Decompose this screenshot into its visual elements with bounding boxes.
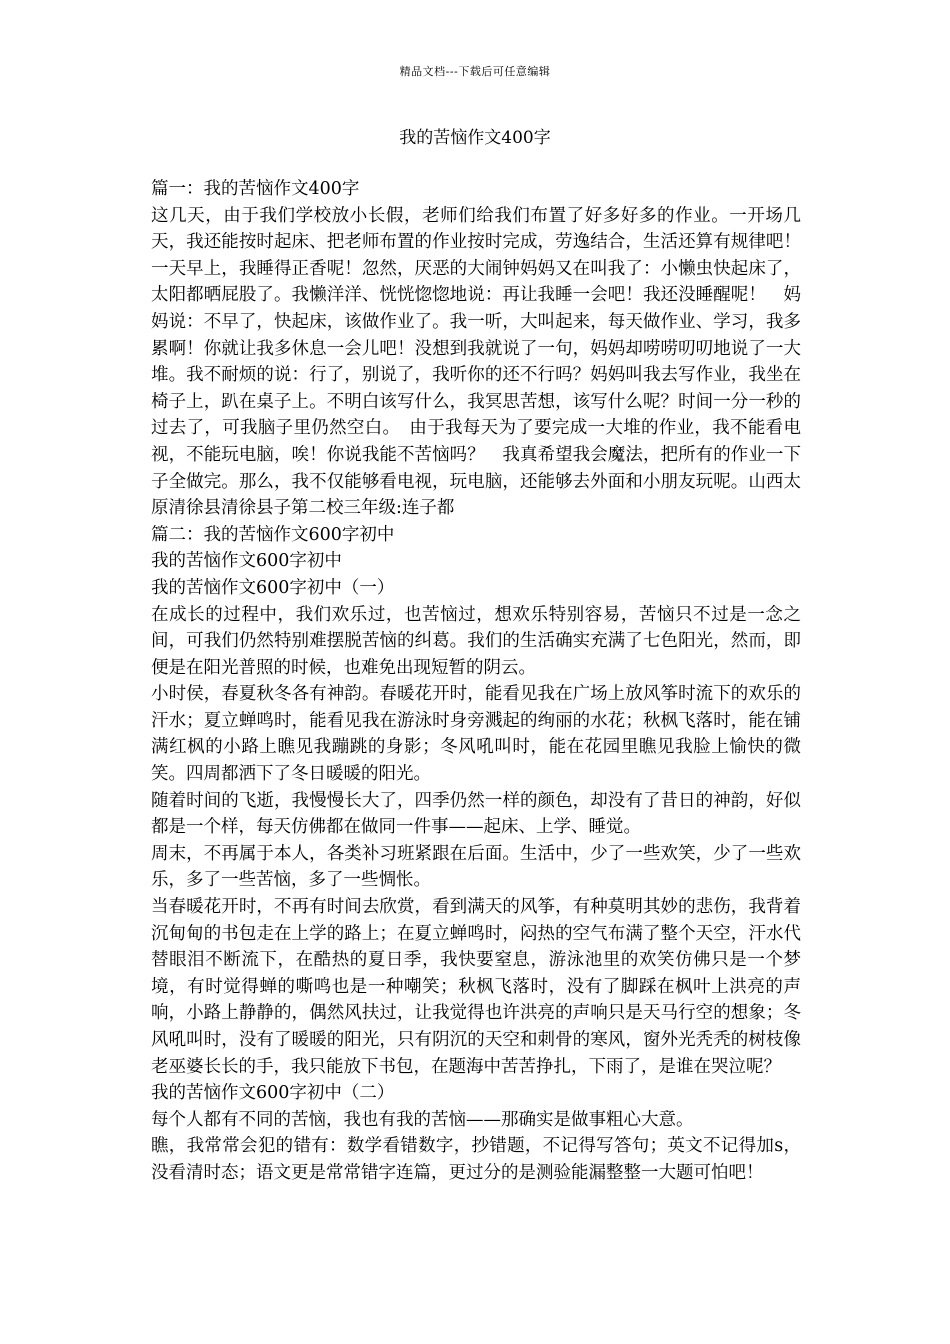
body-paragraph: 随着时间的飞逝，我慢慢长大了，四季仍然一样的颜色，却没有了昔日的神韵，好似都是一个样，每天仿佛都在做同一件事——起床、上学、睡觉。 xyxy=(151,790,801,838)
body-paragraph: 当春暖花开时，不再有时间去欣赏，看到满天的风筝，有种莫明其妙的悲伤，我背着沉甸甸的书包走在上学的路上；在夏立蝉鸣时，闷热的空气布满了整个天空，汗水代替眼泪不断流下，在酷热的夏日季，我快要窒息，游泳池里的欢笑仿佛只是一个梦境，有时觉得蝉的嘶鸣也是一种嘲笑；秋枫飞落时，没有了脚踩在枫叶上洪亮的声响，小路上静静的，偶然风扶过，让我觉得也许洪亮的声响只是天马行空的想象；冬风吼叫时，没有了暖暖的阳光，只有阴沉的天空和刺骨的寒风，窗外光秃秃的树枝像老巫婆长长的手，我只能放下书包，在题海中苦苦挣扎，下雨了，是谁在哭泣呢？ xyxy=(151,897,801,1077)
section-heading: 篇一：我的苦恼作文400字 xyxy=(151,179,360,199)
header-note: 精品文档---下载后可任意编辑 xyxy=(399,65,551,78)
subheading: 我的苦恼作文600字初中（一） xyxy=(151,577,395,598)
subheading: 我的苦恼作文600字初中（二） xyxy=(151,1083,395,1104)
body-paragraph: 瞧，我常常会犯的错有：数学看错数字，抄错题，不记得写答句；英文不记得加s，没看清时态；语文更是常常错字连篇，更过分的是测验能漏整整一大题可怕吧！ xyxy=(151,1136,801,1183)
body-paragraph: 小时侯，春夏秋冬各有神韵。春暖花开时，能看见我在广场上放风筝时流下的欢乐的汗水；夏立蝉鸣时，能看见我在游泳时身旁溅起的绚丽的水花；秋枫飞落时，能在铺满红枫的小路上瞧见我蹦跳的身影；冬风吼叫时，能在花园里瞧见我脸上愉快的微笑。四周都洒下了冬日暖暖的阳光。 xyxy=(151,684,801,785)
body-paragraph: 周末，不再属于本人，各类补习班紧跟在后面。生活中，少了一些欢笑，少了一些欢乐，多了一些苦恼，多了一些惆怅。 xyxy=(151,843,801,891)
body-paragraph: 每个人都有不同的苦恼，我也有我的苦恼——那确实是做事粗心大意。 xyxy=(151,1109,694,1130)
body-paragraph: 这几天，由于我们学校放小长假，老师们给我们布置了好多好多的作业。一开场几天，我还能按时起床、把老师布置的作业按时完成，劳逸结合，生活还算有规律吧！ 一天早上，我睡得正香呢！忽然，厌恶的大闹钟妈妈又在叫我了：小懒虫快起床了，太阳都晒屁股了。我懒洋洋、恍恍惚惚地说：再让我睡一会吧！我还没睡醒呢！ 妈妈说：不早了，快起床，该做作业了。我一听，大叫起来，每天做作业、学习，我多累啊！你就让我多休息一会儿吧！没想到我就说了一句，妈妈却唠唠叨叨地说了一大堆。我不耐烦的说：行了，别说了，我听你的还不行吗？妈妈叫我去写作业，我坐在椅子上，趴在桌子上。不明白该写什么，我冥思苦想，该写什么呢？时间一分一秒的过去了，可我脑子里仍然空白。 由于我每天为了要完成一大堆的作业，我不能看电视，不能玩电脑，唉！你说我能不苦恼吗？ 我真希望我会魔法，把所有的作业一下子全做完。那么，我不仅能够看电视，玩电脑，还能够去外面和小朋友玩呢。山西太原清徐县清徐县子第二校三年级:连子都 xyxy=(151,205,819,519)
document-title: 我的苦恼作文400字 xyxy=(399,128,551,148)
body-paragraph: 在成长的过程中，我们欢乐过，也苦恼过，想欢乐特别容易，苦恼只不过是一念之间，可我们仍然特别难摆脱苦恼的纠葛。我们的生活确实充满了七色阳光，然而，即便是在阳光普照的时候，也难免出现短暂的阴云。 xyxy=(151,604,801,678)
subheading: 我的苦恼作文600字初中 xyxy=(151,551,342,572)
section-heading: 篇二：我的苦恼作文600字初中 xyxy=(151,524,395,545)
document-body xyxy=(151,176,819,1187)
